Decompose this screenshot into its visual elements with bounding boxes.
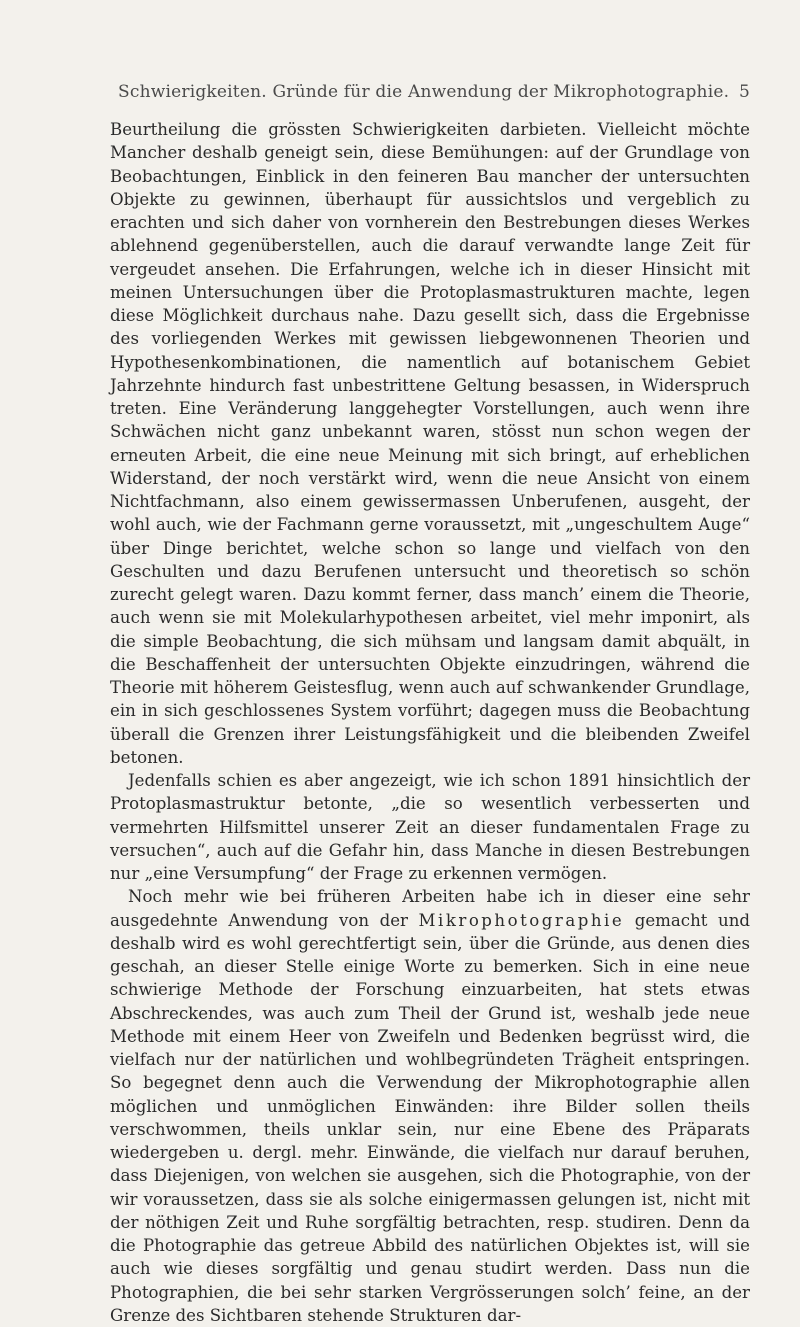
running-head: [118, 82, 750, 106]
page-number: 5: [738, 82, 750, 102]
paragraph-2: Jedenfalls schien es aber angezeigt, wie ich schon 1891 hinsichtlich der Protoplasmastruktur betonte, „die so wesentlich verbesserten und vermehrten Hilfsmittel unserer Zeit an dieser fundamentalen Frage zu versuchen“, auch auf die Gefahr hin, dass Manche in diesen Bestrebungen nur „eine Versumpfung“ der Frage zu erkennen vermögen.: [110, 771, 750, 883]
emphasized-term: Mikrophotographie: [418, 910, 625, 930]
paragraph-3-part-2: gemacht und deshalb wird es wohl gerechtfertigt sein, über die Gründe, aus denen dies geschah, an dieser Stelle einige Worte zu bemerken. Sich in eine neue schwierige Methode der Forschung einzuarbeiten, hat stets etwas Abschreckendes, was auch zum Theil der Grund ist, weshalb jede neue Methode mit einem Heer von Zweifeln und Bedenken begrüsst wird, die vielfach nur der natürlichen und wohlbegründeten Trägheit entspringen. So begegnet denn auch die Verwendung der Mikrophotographie allen möglichen und unmöglichen Einwänden: ihre Bilder sollen theils verschwommen, theils unklar sein, nur eine Ebene des Präparats wiedergeben u. dergl. mehr. Einwände, die vielfach nur darauf beruhen, dass Diejenigen, von welchen sie ausgehen, sich die Photographie, von der wir voraussetzen, dass sie als solche einigermassen gelungen ist, nicht mit der nöthigen Zeit und Ruhe sorgfältig betrachten, resp. studiren. Denn da die Photographie das getreue Abbild des natürlichen Objektes ist, will sie auch wie dieses sorgfältig und genau studirt werden. Dass nun die Photographien, die bei sehr starken Vergrösserungen solch’ feine, an der Grenze des Sichtbaren stehende Strukturen dar-: [110, 910, 750, 1325]
paragraph-3-part-1: Noch mehr wie bei früheren Arbeiten habe ich in dieser eine sehr ausgedehnte Anwendung von der: [110, 887, 750, 930]
paragraph-3: [110, 885, 750, 1327]
paragraph-1: Beurtheilung die grössten Schwierigkeiten darbieten. Vielleicht möchte Mancher deshalb geneigt sein, diese Bemühungen: auf der Grundlage von Beobachtungen, Einblick in den feineren Bau mancher der untersuchten Objekte zu gewinnen, überhaupt für aussichtslos und vergeblich zu erachten und sich daher von vornherein den Bestrebungen dieses Werkes ablehnend gegenüberstellen, auch die darauf verwandte lange Zeit für vergeudet ansehen. Die Erfahrungen, welche ich in dieser Hinsicht mit meinen Untersuchungen über die Protoplasmastrukturen machte, legen diese Möglichkeit durchaus nahe. Dazu gesellt sich, dass die Ergebnisse des vorliegenden Werkes mit gewissen liebgewonnenen Theorien und Hypothesenkombinationen, die namentlich auf botanischem Gebiet Jahrzehnte hindurch fast unbestrittene Geltung besassen, in Widerspruch treten. Eine Veränderung langgehegter Vorstellungen, auch wenn ihre Schwächen nicht ganz unbekannt waren, stösst nun schon wegen der erneuten Arbeit, die eine neue Meinung mit sich bringt, auf erheblichen Widerstand, der noch verstärkt wird, wenn die neue Ansicht von einem Nichtfachmann, also einem gewissermassen Unberufenen, ausgeht, der wohl auch, wie der Fachmann gerne voraussetzt, mit „ungeschultem Auge“ über Dinge berichtet, welche schon so lange und vielfach von den Geschulten und dazu Berufenen untersucht und theoretisch so schön zurecht gelegt waren. Dazu kommt ferner, dass manch’ einem die Theorie, auch wenn sie mit Molekularhypothesen arbeitet, viel mehr imponirt, als die simple Beobachtung, die sich mühsam und langsam damit abquält, in die Beschaffenheit der untersuchten Objekte einzudringen, während die Theorie mit höherem Geistesflug, wenn auch auf schwankender Grundlage, ein in sich geschlossenes System vorführt; dagegen muss die Beobachtung überall die Grenzen ihrer Leistungsfähigkeit und die bleibenden Zweifel betonen.: [110, 120, 750, 767]
running-head-title: Schwierigkeiten. Gründe für die Anwendung der Mikrophotographie.: [118, 82, 730, 102]
body-text: [110, 118, 750, 1327]
